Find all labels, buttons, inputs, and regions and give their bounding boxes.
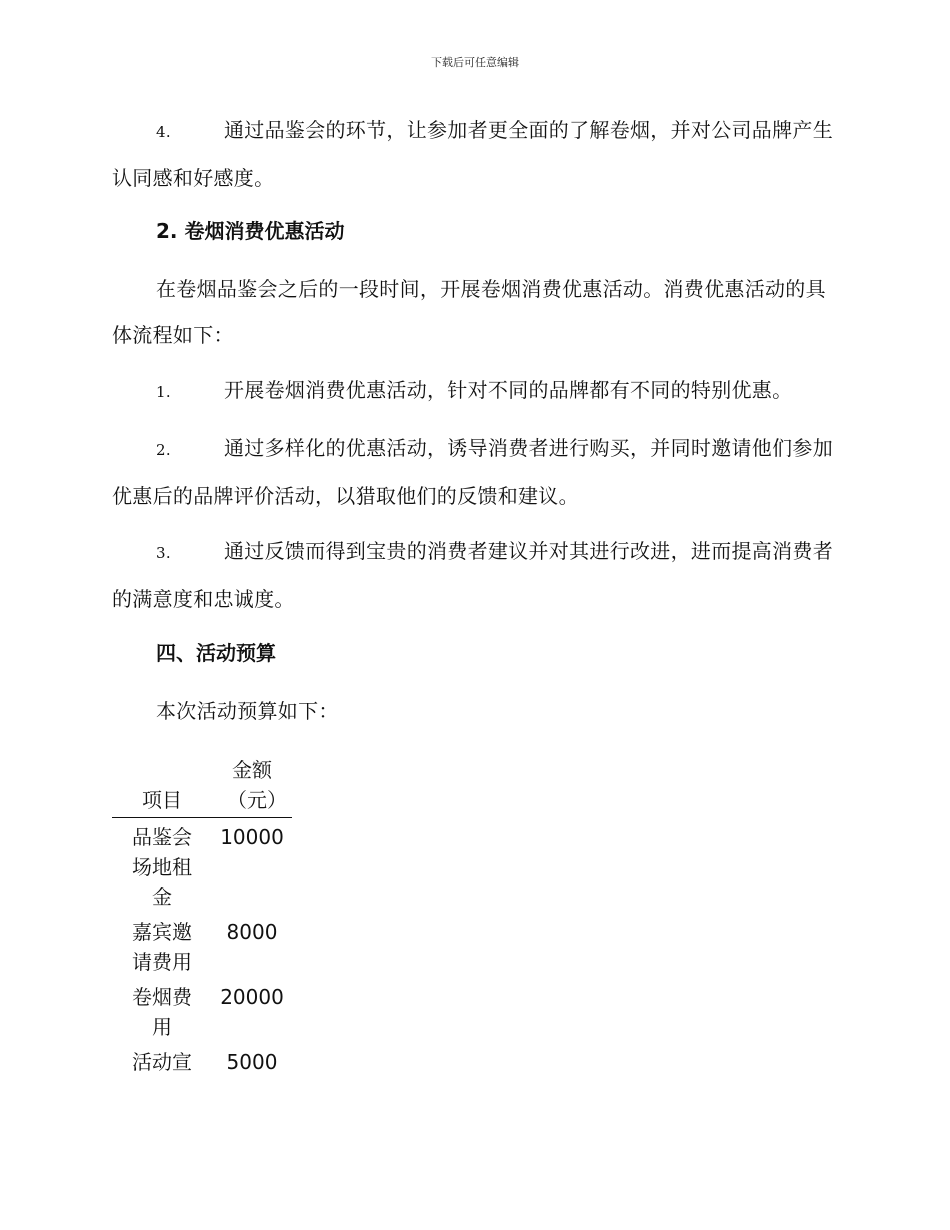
table-row [112, 978, 292, 1043]
table-cell-amount: 20000 [220, 985, 284, 1009]
list-number: 4. [156, 123, 171, 141]
table-cell-amount: 10000 [220, 825, 284, 849]
table-row [112, 913, 292, 978]
table-cell-amount: 8000 [226, 920, 278, 944]
table-header-row [112, 755, 292, 818]
table-row [112, 1043, 292, 1078]
list-item-2 [112, 425, 836, 519]
table-row [112, 818, 292, 914]
list-number: 1. [156, 383, 171, 401]
page-header: 下载后可任意编辑 [431, 56, 519, 69]
list-item-4 [112, 107, 836, 201]
list-item-text: 通过品鉴会的环节，让参加者更全面的了解卷烟，并对公司品牌产生认同感和好感度。 [112, 118, 833, 190]
list-item-text: 开展卷烟消费优惠活动，针对不同的品牌都有不同的特别优惠。 [224, 378, 793, 402]
section-intro-paragraph: 在卷烟品鉴会之后的一段时间，开展卷烟消费优惠活动。消费优惠活动的具体流程如下： [112, 277, 826, 347]
table-cell-item: 活动宣 [132, 1050, 192, 1074]
budget-table [112, 755, 292, 1078]
list-item-1 [112, 367, 836, 415]
table-cell-item: 嘉宾邀请费用 [132, 920, 192, 974]
section-heading-4: 四、活动预算 [156, 641, 276, 665]
table-cell-item: 品鉴会场地租金 [132, 825, 192, 909]
list-item-3 [112, 528, 836, 622]
list-number: 3. [156, 544, 171, 562]
budget-intro: 本次活动预算如下： [156, 699, 339, 723]
table-cell-amount: 5000 [226, 1050, 278, 1074]
list-item-text: 通过多样化的优惠活动，诱导消费者进行购买，并同时邀请他们参加优惠后的品牌评价活动，以猎取他们的反馈和建议。 [112, 436, 833, 508]
table-cell-item: 卷烟费用 [132, 985, 192, 1039]
column-header-item: 项目 [112, 755, 212, 818]
section-heading-2: 2. 卷烟消费优惠活动 [156, 219, 345, 243]
list-number: 2. [156, 441, 171, 459]
column-header-amount: 金额（元） [212, 755, 292, 818]
list-item-text: 通过反馈而得到宝贵的消费者建议并对其进行改进，进而提高消费者的满意度和忠诚度。 [112, 539, 833, 611]
